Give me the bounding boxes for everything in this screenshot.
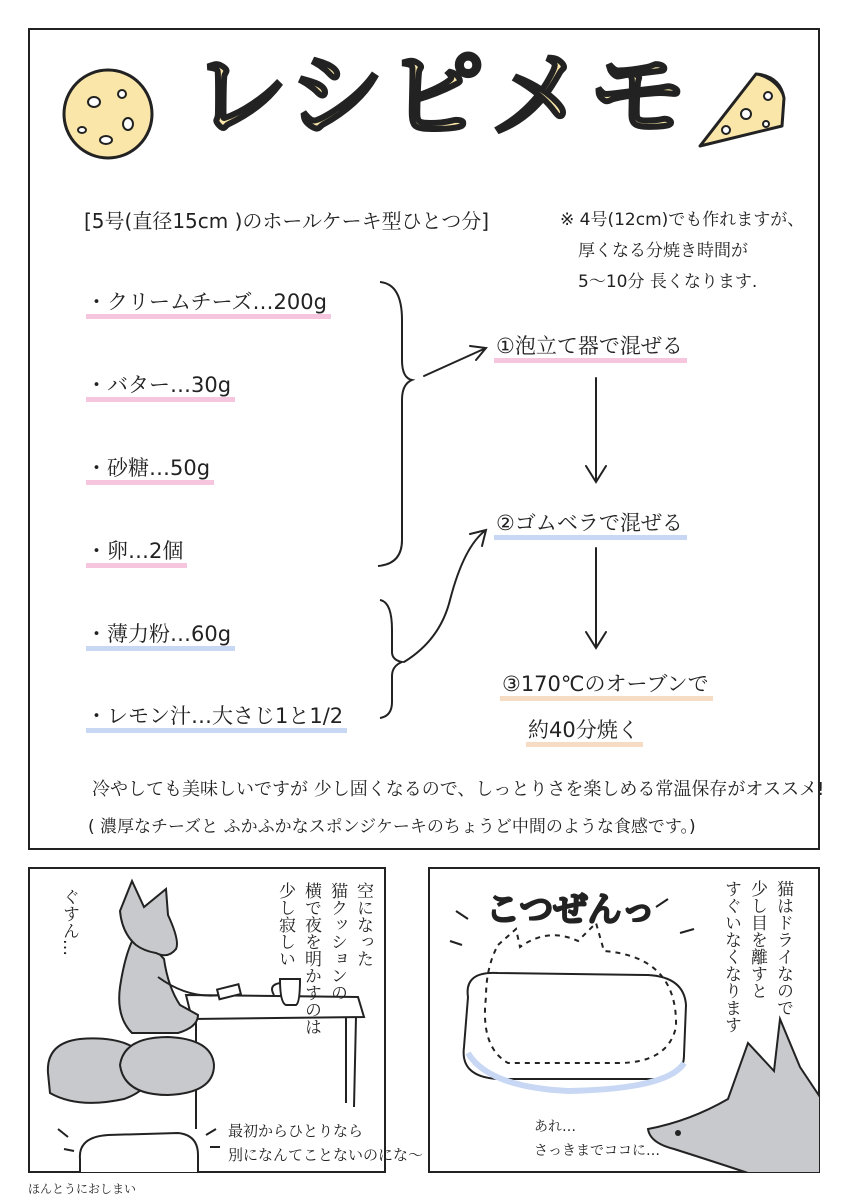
footer-caption: ほんとうにおしまい: [28, 1182, 137, 1196]
narration-line: 猫クッションの: [327, 882, 347, 1001]
serving-size: [5号(直径15cm )のホールケーキ型ひとつ分]: [84, 209, 490, 233]
brace-icon: [378, 282, 412, 566]
narration-line: すぐいなくなります: [721, 880, 741, 1033]
storage-tip: 冷やしても美味しいですが 少し固くなるので、しっとりさを楽しめる常温保存がオススメ!: [92, 779, 825, 800]
title-char: モ: [590, 40, 686, 152]
arrow-icon: [586, 378, 606, 482]
step-3: ③170℃のオーブンで: [500, 668, 713, 701]
sfx-text: こつぜんっ: [486, 890, 656, 930]
narration-line: 空になった: [353, 882, 373, 967]
narration-line: 少し目を離すと: [747, 880, 767, 999]
title-char: シ: [288, 40, 384, 152]
ingredient-item: ・薄力粉…60g: [86, 618, 235, 651]
speech-line: 最初からひとりなら: [228, 1122, 364, 1140]
note-line: ※ 4号(12cm)でも作れますが、: [560, 210, 805, 230]
ingredient-item: ・レモン汁…大さじ1と1/2: [86, 700, 347, 733]
ingredient-item: ・砂糖…50g: [86, 452, 214, 485]
arrow-icon: [424, 346, 486, 376]
narration-line: 横で夜を明かすのは: [301, 882, 321, 1035]
texture-note: ( 濃厚なチーズと ふかふかなスポンジケーキのちょうど中間のような食感です。): [88, 817, 696, 837]
note-line: 5〜10分 長くなります.: [578, 272, 758, 292]
speech-line: あれ…: [534, 1119, 576, 1135]
narration-line: 猫はドライなので: [773, 880, 793, 1016]
sfx-text: ぐすん…: [59, 888, 79, 956]
speech-line: 別になんてことないのにな〜: [228, 1146, 424, 1164]
note-line: 厚くなる分焼き時間が: [578, 241, 748, 261]
brace-icon: [380, 600, 402, 718]
arrow-icon: [586, 548, 606, 648]
title-char: レ: [192, 40, 288, 152]
ingredient-item: ・クリームチーズ…200g: [86, 286, 331, 319]
step-2: ②ゴムベラで混ぜる: [494, 507, 687, 540]
speech-line: さっきまでココに…: [534, 1143, 660, 1159]
title-char: ピ: [388, 40, 484, 152]
ingredient-item: ・バター…30g: [86, 369, 235, 402]
title-char: メ: [490, 40, 586, 152]
arrow-icon: [404, 530, 486, 662]
ingredient-item: ・卵…2個: [86, 535, 187, 568]
step-3-time: 約40分焼く: [526, 714, 643, 747]
narration-line: 少し寂しい: [275, 882, 295, 967]
step-1: ①泡立て器で混ぜる: [494, 330, 687, 363]
